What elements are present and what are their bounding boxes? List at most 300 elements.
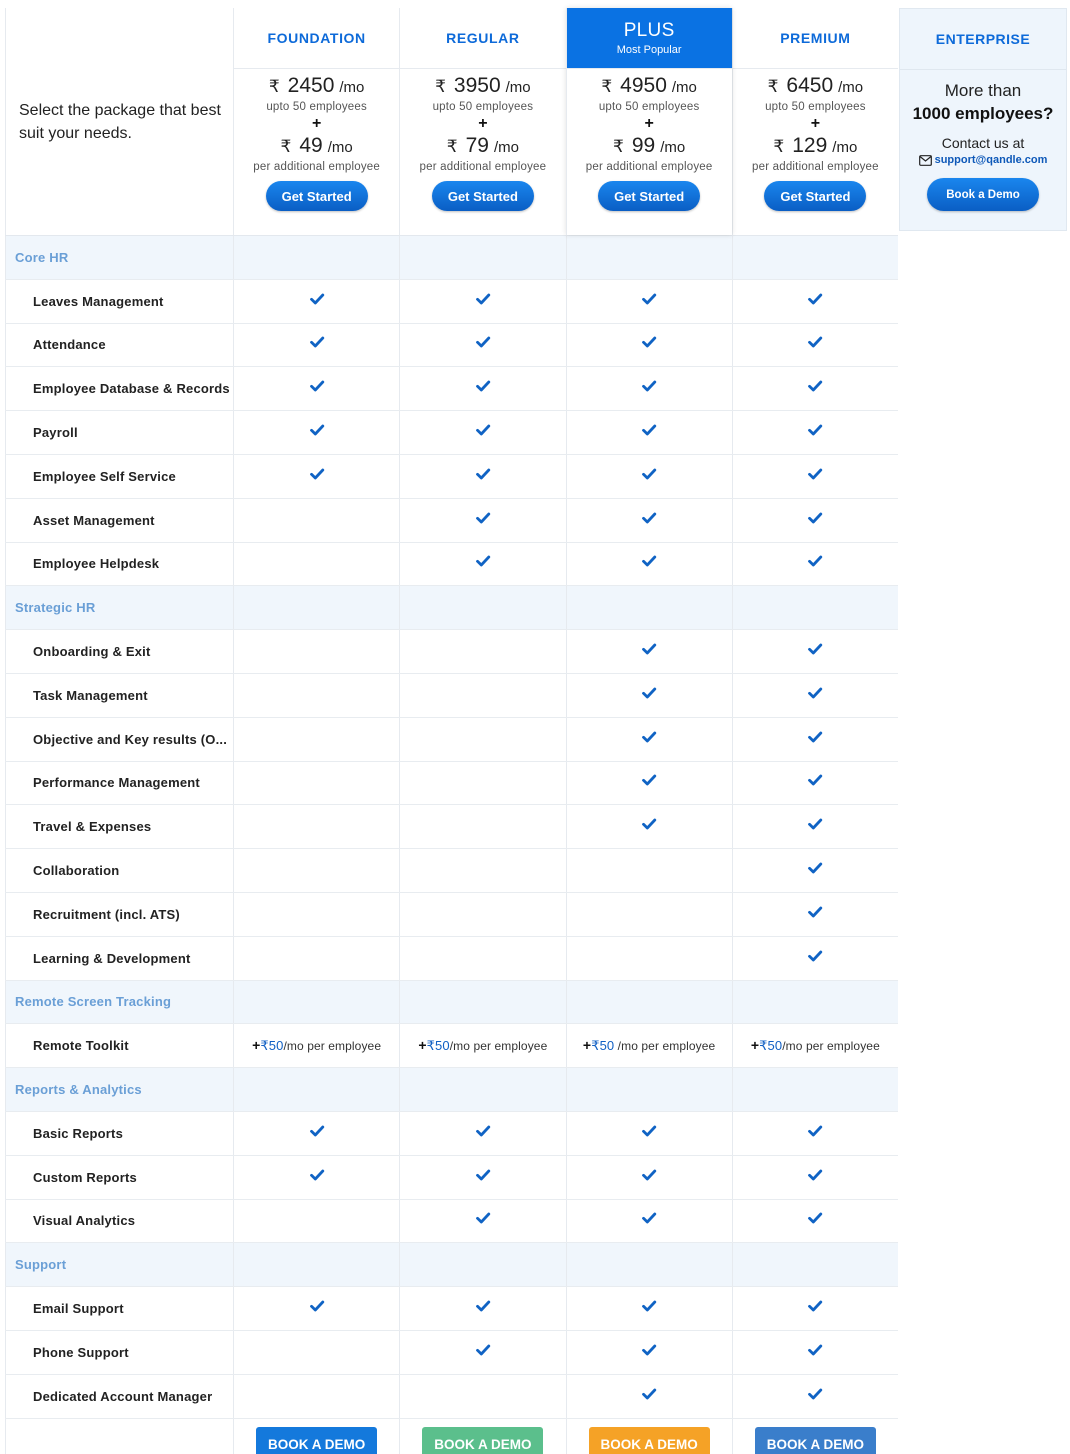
feature-name: Employee Self Service (5, 455, 233, 498)
feature-row (5, 280, 898, 324)
feature-name: Task Management (5, 674, 233, 717)
feature-cell (566, 1112, 732, 1155)
feature-cell (566, 367, 732, 410)
section-cell (566, 1243, 732, 1286)
feature-cell (399, 718, 565, 761)
check-icon (807, 334, 823, 355)
feature-cell (732, 1024, 898, 1067)
plan-name (733, 8, 898, 69)
check-icon (309, 466, 325, 487)
extra-price-amount: 79 (465, 134, 489, 157)
get-started-button[interactable]: Get Started (764, 181, 866, 211)
feature-cell (566, 499, 732, 542)
book-demo-button[interactable]: BOOK A DEMO (256, 1427, 377, 1454)
check-icon (475, 1342, 491, 1363)
check-icon (641, 291, 657, 312)
feature-cell (732, 499, 898, 542)
check-icon (641, 1123, 657, 1144)
feature-row (5, 630, 898, 674)
check-icon (641, 422, 657, 443)
addon-unit: /mo per employee (449, 1039, 548, 1054)
check-icon (475, 378, 491, 399)
check-icon (641, 816, 657, 837)
feature-cell (566, 1156, 732, 1199)
feature-cell (732, 411, 898, 454)
feature-name: Asset Management (5, 499, 233, 542)
feature-cell (233, 630, 399, 673)
feature-cell (399, 280, 565, 323)
addon-plus: + (418, 1037, 427, 1054)
feature-cell (399, 1375, 565, 1418)
feature-name: Payroll (5, 411, 233, 454)
addon-plus: + (582, 1037, 592, 1054)
feature-cell (566, 762, 732, 805)
feature-row (5, 455, 898, 499)
plan-name (234, 8, 399, 69)
section-title: Strategic HR (5, 586, 233, 629)
feature-cell (732, 718, 898, 761)
check-icon (641, 1210, 657, 1231)
feature-cell (732, 674, 898, 717)
section-cell (399, 236, 565, 279)
mail-icon (919, 155, 932, 166)
feature-row (5, 762, 898, 806)
feature-cell (566, 1331, 732, 1374)
check-icon (641, 641, 657, 662)
feature-cell (732, 1200, 898, 1243)
feature-row (5, 893, 898, 937)
plus-sign: + (478, 115, 488, 132)
feature-cell (732, 630, 898, 673)
feature-cell (399, 762, 565, 805)
feature-cell (399, 455, 565, 498)
feature-cell (566, 543, 732, 586)
feature-cell (732, 1375, 898, 1418)
enterprise-book-demo-button[interactable]: Book a Demo (927, 178, 1039, 211)
feature-name: Leaves Management (5, 280, 233, 323)
feature-cell (399, 543, 565, 586)
section-cell (233, 981, 399, 1024)
plan-note: upto 50 employees (598, 101, 700, 113)
extra-price-note: per additional employee (752, 161, 879, 173)
plan-price (768, 74, 864, 98)
addon-price (583, 1037, 715, 1054)
section-cell (566, 981, 732, 1024)
section-cell (732, 1243, 898, 1286)
check-icon (807, 1342, 823, 1363)
plan-extra-price (613, 134, 685, 158)
check-icon (807, 1210, 823, 1231)
feature-cell (399, 1024, 565, 1067)
plus-sign: + (311, 115, 322, 132)
extra-price-period: /mo (832, 139, 858, 156)
check-icon (807, 291, 823, 312)
currency-symbol: ₹ (767, 77, 779, 96)
check-icon (475, 291, 491, 312)
check-icon (475, 1210, 491, 1231)
feature-cell (732, 1156, 898, 1199)
check-icon (475, 1298, 491, 1319)
plan-price (435, 74, 531, 98)
feature-row (5, 718, 898, 762)
currency-symbol: ₹ (435, 77, 446, 96)
addon-price (418, 1037, 547, 1054)
feature-cell (399, 849, 565, 892)
feature-cell (233, 718, 399, 761)
feature-cell (233, 937, 399, 980)
plan-extra-price (447, 134, 519, 158)
addon-unit: /mo per employee (614, 1039, 716, 1054)
feature-cell (566, 1375, 732, 1418)
check-icon (475, 553, 491, 574)
check-icon (309, 1298, 325, 1319)
feature-cell (732, 849, 898, 892)
addon-amount: ₹50 (759, 1038, 783, 1054)
check-icon (807, 1298, 823, 1319)
plan-extra-price (773, 134, 857, 158)
price-amount: 4950 (620, 74, 667, 97)
addon-plus: + (252, 1037, 261, 1054)
feature-cell (233, 1024, 399, 1067)
plan-column-premium (732, 8, 898, 235)
feature-cell (732, 543, 898, 586)
feature-cell (566, 805, 732, 848)
feature-name: Travel & Expenses (5, 805, 233, 848)
book-demo-button[interactable]: BOOK A DEMO (755, 1427, 876, 1454)
feature-cell (233, 1287, 399, 1330)
currency-symbol: ₹ (268, 77, 280, 96)
feature-cell (732, 937, 898, 980)
plan-name-label: REGULAR (446, 30, 520, 46)
section-title: Reports & Analytics (5, 1068, 233, 1111)
feature-cell (233, 1156, 399, 1199)
feature-cell (233, 893, 399, 936)
check-icon (641, 1167, 657, 1188)
feature-cell (233, 543, 399, 586)
feature-cell (399, 1287, 565, 1330)
check-icon (475, 1123, 491, 1144)
section-cell (566, 236, 732, 279)
feature-rows (5, 236, 898, 1419)
feature-row (5, 937, 898, 981)
enterprise-email-link[interactable] (919, 154, 1048, 166)
price-period: /mo (671, 79, 697, 96)
feature-cell (732, 1287, 898, 1330)
check-icon (807, 729, 823, 750)
check-icon (309, 378, 325, 399)
section-row (5, 1068, 898, 1112)
check-icon (641, 685, 657, 706)
feature-cell (566, 455, 732, 498)
feature-cell (233, 805, 399, 848)
feature-row (5, 1024, 898, 1068)
price-period: /mo (505, 79, 531, 96)
feature-cell (399, 411, 565, 454)
footer-cell (399, 1419, 565, 1454)
feature-name: Email Support (5, 1287, 233, 1330)
section-cell (732, 981, 898, 1024)
addon-price (252, 1037, 381, 1054)
check-icon (807, 816, 823, 837)
footer-cell (732, 1419, 898, 1454)
feature-name: Learning & Development (5, 937, 233, 980)
feature-cell (566, 718, 732, 761)
check-icon (641, 1298, 657, 1319)
plan-column-foundation (233, 8, 399, 235)
feature-cell (732, 805, 898, 848)
plan-note: upto 50 employees (266, 101, 367, 113)
check-icon (807, 948, 823, 969)
feature-row (5, 805, 898, 849)
addon-unit: /mo per employee (782, 1039, 880, 1054)
check-icon (641, 553, 657, 574)
plan-note: upto 50 employees (432, 101, 534, 113)
plan-badge: Most Popular (616, 44, 682, 56)
extra-price-note: per additional employee (253, 161, 380, 173)
feature-row (5, 324, 898, 368)
feature-cell (233, 367, 399, 410)
feature-cell (732, 1112, 898, 1155)
plan-column-plus (566, 8, 732, 235)
plan-extra-price (281, 134, 353, 158)
feature-cell (566, 411, 732, 454)
feature-row (5, 849, 898, 893)
extra-price-period: /mo (493, 139, 519, 156)
check-icon (807, 904, 823, 925)
feature-cell (566, 674, 732, 717)
feature-name: Phone Support (5, 1331, 233, 1374)
book-demo-button[interactable]: BOOK A DEMO (589, 1427, 710, 1454)
feature-row (5, 367, 898, 411)
addon-amount: ₹50 (426, 1038, 450, 1054)
check-icon (807, 510, 823, 531)
enterprise-card (899, 8, 1067, 231)
feature-cell (566, 324, 732, 367)
feature-cell (732, 893, 898, 936)
section-cell (566, 1068, 732, 1111)
feature-name: Dedicated Account Manager (5, 1375, 233, 1418)
check-icon (641, 378, 657, 399)
section-title: Remote Screen Tracking (5, 981, 233, 1024)
feature-name: Onboarding & Exit (5, 630, 233, 673)
check-icon (309, 422, 325, 443)
extra-price-amount: 99 (631, 134, 656, 157)
feature-row (5, 1156, 898, 1200)
check-icon (641, 466, 657, 487)
feature-cell (399, 1112, 565, 1155)
check-icon (807, 860, 823, 881)
feature-cell (399, 674, 565, 717)
check-icon (641, 1386, 657, 1407)
feature-cell (233, 280, 399, 323)
addon-amount: ₹50 (260, 1038, 284, 1054)
footer-spacer (5, 1419, 233, 1454)
footer-row (5, 1419, 898, 1454)
feature-cell (732, 1331, 898, 1374)
feature-name: Basic Reports (5, 1112, 233, 1155)
section-row (5, 981, 898, 1025)
feature-cell (732, 280, 898, 323)
section-cell (233, 236, 399, 279)
feature-name: Objective and Key results (O... (5, 718, 233, 761)
feature-name: Collaboration (5, 849, 233, 892)
enterprise-line1: More than (944, 81, 1022, 100)
feature-cell (399, 1156, 565, 1199)
extra-price-period: /mo (327, 139, 353, 156)
feature-cell (233, 1200, 399, 1243)
price-amount: 3950 (453, 74, 501, 97)
price-amount: 2450 (287, 74, 335, 97)
plus-sign: + (644, 115, 654, 132)
enterprise-line2: 1000 employees? (912, 104, 1054, 123)
feature-cell (233, 411, 399, 454)
check-icon (309, 291, 325, 312)
check-icon (309, 1167, 325, 1188)
plan-price (269, 74, 365, 98)
feature-row (5, 1200, 898, 1244)
check-icon (807, 422, 823, 443)
get-started-button[interactable]: Get Started (266, 181, 368, 211)
check-icon (807, 685, 823, 706)
get-started-button[interactable]: Get Started (432, 181, 534, 211)
feature-name: Employee Helpdesk (5, 543, 233, 586)
feature-row (5, 1375, 898, 1419)
addon-plus: + (750, 1037, 760, 1054)
extra-price-period: /mo (660, 139, 686, 156)
feature-cell (566, 280, 732, 323)
intro-text: Select the package that best suit your needs. (5, 8, 233, 235)
section-cell (732, 586, 898, 629)
check-icon (641, 772, 657, 793)
feature-cell (566, 893, 732, 936)
check-icon (475, 334, 491, 355)
feature-cell (233, 849, 399, 892)
footer-cell (233, 1419, 399, 1454)
currency-symbol: ₹ (280, 137, 292, 156)
check-icon (807, 641, 823, 662)
feature-cell (566, 1024, 732, 1067)
check-icon (807, 378, 823, 399)
check-icon (807, 1167, 823, 1188)
section-row (5, 236, 898, 280)
currency-symbol: ₹ (601, 77, 613, 96)
check-icon (807, 1123, 823, 1144)
section-cell (732, 236, 898, 279)
section-cell (399, 1068, 565, 1111)
enterprise-title: ENTERPRISE (900, 9, 1066, 70)
check-icon (641, 334, 657, 355)
feature-cell (399, 630, 565, 673)
plan-name-label: PLUS (623, 20, 675, 41)
feature-cell (732, 455, 898, 498)
addon-unit: /mo per employee (283, 1039, 382, 1054)
check-icon (641, 1342, 657, 1363)
check-icon (475, 510, 491, 531)
currency-symbol: ₹ (446, 137, 458, 156)
extra-price-amount: 129 (792, 134, 828, 157)
feature-row (5, 674, 898, 718)
feature-cell (732, 367, 898, 410)
feature-cell (566, 630, 732, 673)
extra-price-note: per additional employee (585, 161, 713, 173)
check-icon (309, 1123, 325, 1144)
feature-cell (399, 324, 565, 367)
feature-name: Performance Management (5, 762, 233, 805)
check-icon (807, 466, 823, 487)
section-title: Core HR (5, 236, 233, 279)
feature-cell (233, 324, 399, 367)
section-cell (732, 1068, 898, 1111)
feature-cell (233, 1331, 399, 1374)
enterprise-email: support@qandle.com (934, 154, 1048, 166)
check-icon (807, 553, 823, 574)
currency-symbol: ₹ (773, 137, 785, 156)
plan-name-label: FOUNDATION (267, 30, 366, 46)
feature-cell (233, 499, 399, 542)
feature-cell (399, 367, 565, 410)
section-cell (233, 1068, 399, 1111)
feature-cell (566, 937, 732, 980)
check-icon (807, 772, 823, 793)
feature-name: Custom Reports (5, 1156, 233, 1199)
section-cell (566, 586, 732, 629)
feature-row (5, 1287, 898, 1331)
feature-row (5, 543, 898, 587)
feature-cell (233, 1375, 399, 1418)
plus-sign: + (810, 115, 821, 132)
plan-name (400, 8, 565, 69)
get-started-button[interactable]: Get Started (598, 181, 700, 211)
check-icon (475, 1167, 491, 1188)
feature-row (5, 1112, 898, 1156)
check-icon (641, 729, 657, 750)
plan-note: upto 50 employees (765, 101, 866, 113)
currency-symbol: ₹ (613, 137, 624, 156)
section-row (5, 1243, 898, 1287)
feature-cell (399, 893, 565, 936)
section-row (5, 586, 898, 630)
plan-name (567, 8, 732, 69)
section-cell (399, 981, 565, 1024)
plan-price (601, 74, 697, 98)
feature-cell (399, 805, 565, 848)
section-cell (399, 1243, 565, 1286)
addon-amount: ₹50 (591, 1038, 615, 1054)
feature-cell (399, 1331, 565, 1374)
feature-cell (233, 762, 399, 805)
footer-cell (566, 1419, 732, 1454)
feature-cell (399, 937, 565, 980)
check-icon (807, 1386, 823, 1407)
price-period: /mo (339, 79, 365, 96)
price-period: /mo (838, 79, 864, 96)
feature-cell (233, 1112, 399, 1155)
plan-name-label: PREMIUM (780, 30, 851, 46)
extra-price-amount: 49 (299, 134, 323, 157)
feature-name: Visual Analytics (5, 1200, 233, 1243)
feature-row (5, 499, 898, 543)
check-icon (475, 466, 491, 487)
feature-cell (233, 455, 399, 498)
pricing-table (5, 8, 898, 1454)
enterprise-contact-label: Contact us at (941, 135, 1025, 151)
check-icon (475, 422, 491, 443)
feature-cell (566, 849, 732, 892)
addon-price (751, 1037, 880, 1054)
book-demo-button[interactable]: BOOK A DEMO (422, 1427, 543, 1454)
section-title: Support (5, 1243, 233, 1286)
feature-cell (732, 762, 898, 805)
